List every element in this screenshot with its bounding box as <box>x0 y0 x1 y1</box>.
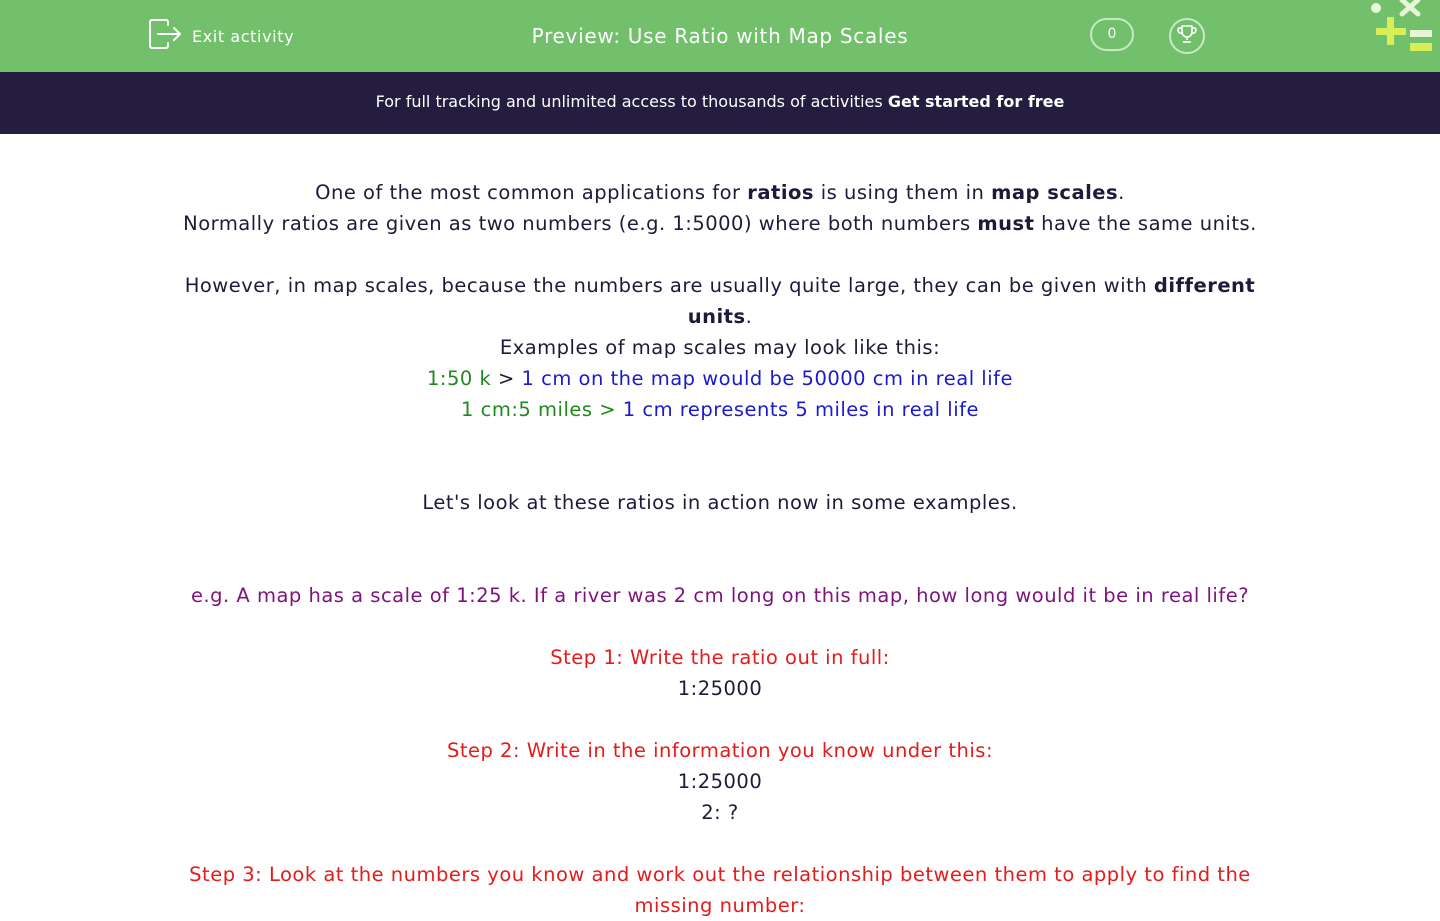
definition-text: Normally ratios are given as two numbers (e.g. 1:5000) where both numbers <box>183 212 978 235</box>
page-title: Preview: Use Ratio with Map Scales <box>531 24 909 48</box>
step-2-known: 2: ? <box>701 801 739 824</box>
map-scales-keyword: map scales <box>991 181 1119 204</box>
example-scale-value: 1:50 k <box>426 367 492 390</box>
example-scale-1 <box>160 363 1280 394</box>
arrow-glyph: > <box>599 398 617 421</box>
intro-text: . <box>1118 181 1125 204</box>
brand-logo <box>1366 0 1440 60</box>
example-scale-value: 1 cm:5 miles <box>461 398 593 421</box>
step-2-heading: Step 2: Write in the information you know under this: <box>446 739 994 762</box>
score-badge: 0 <box>1090 18 1134 51</box>
step-1-ratio: 1:25000 <box>677 677 763 700</box>
exit-activity-button[interactable] <box>148 20 294 52</box>
units-text: However, in map scales, because the numbers are usually quite large, they can be given with <box>184 274 1154 297</box>
get-started-link[interactable]: Get started for free <box>887 92 1065 111</box>
step-3-heading: Step 3: Look at the numbers you know and work out the relationship between them to apply to find the missing number: <box>189 863 1251 917</box>
arrow-glyph: > <box>497 367 515 390</box>
trophy-icon <box>1176 23 1198 49</box>
intro-text: is using them in <box>814 181 992 204</box>
step-2-ratio: 1:25000 <box>677 770 763 793</box>
step-1-heading: Step 1: Write the ratio out in full: <box>550 646 890 669</box>
exit-label: Exit activity <box>192 26 295 46</box>
example-scale-meaning: 1 cm on the map would be 50000 cm in real life <box>521 367 1014 390</box>
example-scale-meaning: 1 cm represents 5 miles in real life <box>622 398 979 421</box>
trophy-button[interactable] <box>1169 18 1205 54</box>
promo-banner <box>0 72 1440 134</box>
ratio-definition <box>160 208 1280 239</box>
examples-intro: Examples of map scales may look like this: <box>499 336 941 359</box>
banner-text: For full tracking and unlimited access to thousands of activities <box>375 92 883 111</box>
transition-paragraph: Let's look at these ratios in action now in some examples. <box>422 491 1018 514</box>
different-units-keyword: different units <box>687 274 1256 328</box>
example-question: e.g. A map has a scale of 1:25 k. If a river was 2 cm long on this map, how long would it be in real life? <box>190 584 1250 607</box>
units-paragraph <box>160 270 1280 332</box>
lesson-content <box>160 177 1280 921</box>
ratios-keyword: ratios <box>747 181 815 204</box>
intro-paragraph <box>160 177 1280 208</box>
definition-text: have the same units. <box>1034 212 1257 235</box>
top-bar <box>0 0 1440 72</box>
must-keyword: must <box>977 212 1035 235</box>
intro-text: One of the most common applications for <box>315 181 748 204</box>
units-text: . <box>745 305 753 328</box>
exit-icon <box>148 19 182 53</box>
example-scale-2 <box>160 394 1280 425</box>
